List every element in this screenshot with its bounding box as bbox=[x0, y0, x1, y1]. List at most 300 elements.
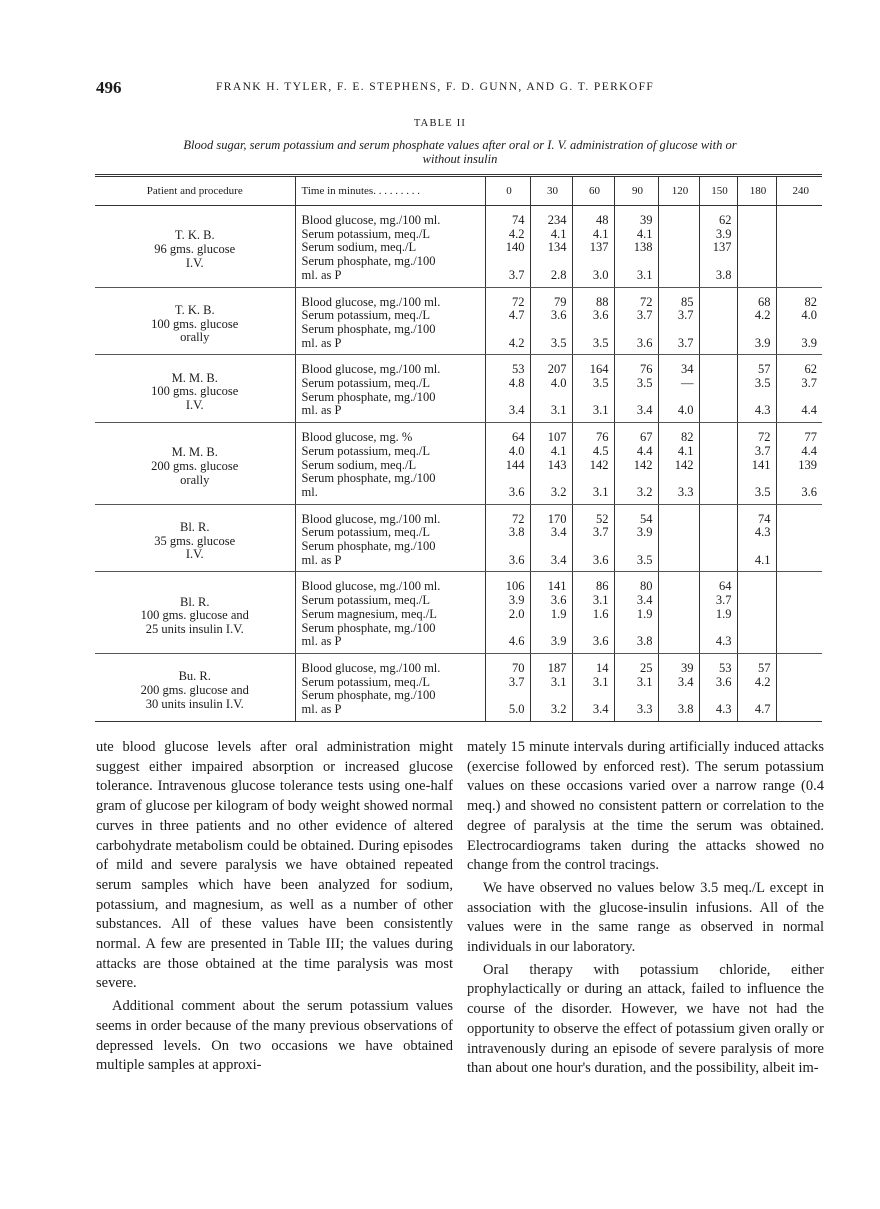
measure-label: Serum phosphate, mg./100 bbox=[301, 254, 436, 269]
value: 3.2 bbox=[550, 702, 567, 717]
value bbox=[777, 391, 818, 405]
value bbox=[777, 472, 818, 486]
value: 4.4 bbox=[801, 443, 817, 458]
value: 3.6 bbox=[592, 308, 609, 323]
value bbox=[486, 540, 525, 554]
value: 3.9 bbox=[508, 593, 525, 608]
value bbox=[531, 391, 567, 405]
value: 3.1 bbox=[592, 403, 609, 418]
patient-procedure-line: orally bbox=[180, 330, 210, 345]
value: 1.9 bbox=[550, 606, 567, 621]
value bbox=[573, 540, 609, 554]
value-cell bbox=[699, 287, 737, 355]
patient-procedure-cell bbox=[95, 572, 295, 654]
value bbox=[777, 676, 818, 690]
value: 3.6 bbox=[550, 593, 567, 608]
running-header bbox=[96, 78, 816, 100]
value-cell bbox=[737, 287, 776, 355]
patient-procedure-line: 30 units insulin I.V. bbox=[145, 696, 244, 711]
value: 3.3 bbox=[636, 702, 653, 717]
value bbox=[573, 391, 609, 405]
patient-procedure-line: orally bbox=[180, 472, 210, 487]
value-cell bbox=[699, 206, 737, 288]
table-row bbox=[95, 572, 822, 654]
value bbox=[700, 404, 732, 418]
header-patient: Patient and procedure bbox=[95, 176, 295, 206]
table-row bbox=[95, 206, 822, 288]
value bbox=[486, 323, 525, 337]
value-cell bbox=[485, 572, 530, 654]
value: 4.1 bbox=[592, 226, 609, 241]
value bbox=[531, 323, 567, 337]
measure-label: Serum phosphate, mg./100 bbox=[301, 471, 436, 486]
value-cell bbox=[776, 287, 822, 355]
value bbox=[700, 622, 732, 636]
header-minute: 90 bbox=[614, 176, 658, 206]
value: 39 bbox=[640, 213, 653, 227]
table-row bbox=[95, 423, 822, 505]
value bbox=[573, 255, 609, 269]
value: 5.0 bbox=[508, 702, 525, 717]
value-cell bbox=[737, 206, 776, 288]
measure-label: ml. as P bbox=[301, 335, 342, 350]
value: 52 bbox=[596, 511, 609, 526]
measure-label: Serum potassium, meq./L bbox=[301, 308, 430, 323]
measure-cell bbox=[295, 355, 485, 423]
value bbox=[531, 255, 567, 269]
value-cell bbox=[776, 504, 822, 572]
value bbox=[700, 540, 732, 554]
value bbox=[486, 689, 525, 703]
table-row bbox=[95, 504, 822, 572]
value: 3.7 bbox=[677, 335, 694, 350]
value: 3.8 bbox=[715, 267, 732, 282]
value bbox=[777, 214, 818, 228]
value-cell bbox=[530, 653, 572, 721]
header-minute: 180 bbox=[737, 176, 776, 206]
paragraph: We have observed no values below 3.5 meq./L except in association with the glucose-insulin infusions. All of the values were in the same range as observed in normal individuals in our laboratory. bbox=[467, 879, 824, 956]
value: 3.6 bbox=[592, 634, 609, 649]
value: 67 bbox=[640, 430, 653, 445]
value: 4.1 bbox=[677, 443, 694, 458]
value-cell bbox=[614, 572, 658, 654]
value-cell bbox=[658, 206, 699, 288]
value: 139 bbox=[798, 457, 817, 472]
value: 3.5 bbox=[592, 376, 609, 391]
patient-procedure-cell bbox=[95, 287, 295, 355]
patient-procedure-cell bbox=[95, 504, 295, 572]
value-cell bbox=[614, 206, 658, 288]
value bbox=[738, 228, 771, 242]
value: 4.6 bbox=[508, 634, 525, 649]
value bbox=[738, 391, 771, 405]
value-cell bbox=[530, 423, 572, 505]
patient-procedure-line: Bl. R. bbox=[179, 594, 210, 609]
value: 74 bbox=[758, 511, 771, 526]
value: 3.1 bbox=[550, 674, 567, 689]
measure-cell bbox=[295, 287, 485, 355]
value: 3.7 bbox=[508, 267, 525, 282]
value bbox=[615, 622, 653, 636]
value bbox=[615, 255, 653, 269]
value bbox=[486, 391, 525, 405]
value: 4.1 bbox=[754, 552, 771, 567]
value bbox=[777, 689, 818, 703]
value bbox=[659, 622, 694, 636]
value bbox=[700, 377, 732, 391]
patient-procedure-line: 200 gms. glucose and bbox=[140, 683, 249, 698]
value: 164 bbox=[589, 362, 609, 377]
value: 62 bbox=[719, 213, 732, 227]
value: 3.4 bbox=[636, 403, 653, 418]
value: 64 bbox=[719, 579, 732, 594]
measure-label: ml. as P bbox=[301, 267, 342, 282]
value: 3.6 bbox=[801, 484, 817, 499]
patient-procedure-line: T. K. B. bbox=[174, 228, 215, 243]
value bbox=[573, 323, 609, 337]
value: 137 bbox=[589, 240, 609, 255]
header-minute: 120 bbox=[658, 176, 699, 206]
value: 70 bbox=[512, 660, 525, 675]
value-cell bbox=[614, 653, 658, 721]
value: 3.5 bbox=[592, 335, 609, 350]
value: 3.4 bbox=[592, 702, 609, 717]
measure-label: ml. as P bbox=[301, 702, 342, 717]
value bbox=[738, 214, 771, 228]
measure-label: Serum phosphate, mg./100 bbox=[301, 539, 436, 554]
measure-cell bbox=[295, 572, 485, 654]
value-cell bbox=[614, 423, 658, 505]
value: 137 bbox=[712, 240, 732, 255]
value bbox=[738, 580, 771, 594]
value-cell bbox=[658, 572, 699, 654]
value: 86 bbox=[596, 579, 609, 594]
value: 48 bbox=[596, 213, 609, 227]
value: 234 bbox=[547, 213, 567, 227]
measure-label: Blood glucose, mg./100 ml. bbox=[301, 579, 441, 594]
running-head-authors: FRANK H. TYLER, F. E. STEPHENS, F. D. GUNN, AND G. T. PERKOFF bbox=[216, 81, 655, 93]
value bbox=[777, 608, 818, 622]
value: 53 bbox=[512, 362, 525, 377]
patient-procedure-line: 35 gms. glucose bbox=[154, 533, 236, 548]
patient-procedure-line: Bl. R. bbox=[179, 520, 210, 534]
measure-label: ml. bbox=[301, 484, 318, 499]
patient-procedure-line: 200 gms. glucose bbox=[151, 459, 239, 474]
value: 4.0 bbox=[508, 443, 525, 458]
value bbox=[700, 554, 732, 568]
value: 106 bbox=[505, 579, 525, 594]
table-row bbox=[95, 653, 822, 721]
measure-label: ml. as P bbox=[301, 552, 342, 567]
value: 4.2 bbox=[754, 308, 771, 323]
paragraph: Additional comment about the serum potassium values seems in order because of the many previous observations of depressed levels. On two occasions we have obtained multiple samples at approxi- bbox=[96, 998, 453, 1074]
value: 143 bbox=[547, 457, 567, 472]
value bbox=[777, 622, 818, 636]
value: 64 bbox=[512, 430, 525, 445]
value bbox=[659, 526, 694, 540]
value-cell bbox=[614, 504, 658, 572]
measure-label: Blood glucose, mg./100 ml. bbox=[301, 511, 441, 526]
value: 3.1 bbox=[592, 484, 609, 499]
value bbox=[659, 513, 694, 527]
value: 76 bbox=[596, 430, 609, 445]
measure-label: Serum phosphate, mg./100 bbox=[301, 620, 436, 635]
value: 88 bbox=[596, 294, 609, 309]
header-time: Time in minutes. . . . . . . . . bbox=[295, 176, 485, 206]
value: 3.6 bbox=[715, 674, 732, 689]
value bbox=[777, 580, 818, 594]
value-cell bbox=[614, 287, 658, 355]
value: 1.9 bbox=[715, 606, 732, 621]
value: 142 bbox=[633, 457, 653, 472]
header-minute: 30 bbox=[530, 176, 572, 206]
value-cell bbox=[658, 355, 699, 423]
value: 4.4 bbox=[636, 443, 653, 458]
value: 107 bbox=[547, 430, 567, 445]
value: 3.4 bbox=[550, 525, 567, 540]
value-cell bbox=[776, 423, 822, 505]
value: 3.8 bbox=[508, 525, 525, 540]
value: 76 bbox=[640, 362, 653, 377]
table-row bbox=[95, 355, 822, 423]
patient-procedure-cell bbox=[95, 423, 295, 505]
measure-label: ml. as P bbox=[301, 403, 342, 418]
measure-label: Serum phosphate, mg./100 bbox=[301, 688, 436, 703]
value: 3.8 bbox=[636, 634, 653, 649]
header-minute: 60 bbox=[572, 176, 614, 206]
value: 3.8 bbox=[677, 702, 694, 717]
value bbox=[700, 363, 732, 377]
value: 54 bbox=[640, 511, 653, 526]
value bbox=[777, 269, 818, 283]
patient-procedure-line: Bu. R. bbox=[178, 669, 211, 684]
value: 72 bbox=[512, 294, 525, 309]
value: 4.3 bbox=[754, 403, 771, 418]
table-caption: Blood sugar, serum potassium and serum phosphate values after oral or I. V. administration of glucose with or without insulin bbox=[183, 138, 737, 166]
value-cell bbox=[485, 287, 530, 355]
measure-label: ml. as P bbox=[301, 634, 342, 649]
value: — bbox=[681, 376, 694, 391]
value: 3.1 bbox=[550, 403, 567, 418]
measure-label: Serum phosphate, mg./100 bbox=[301, 321, 436, 336]
value-cell bbox=[530, 355, 572, 423]
value-cell bbox=[658, 287, 699, 355]
measure-label: Serum potassium, meq./L bbox=[301, 376, 430, 391]
value bbox=[531, 540, 567, 554]
value bbox=[777, 228, 818, 242]
value: 2.0 bbox=[508, 606, 525, 621]
value: 170 bbox=[547, 511, 567, 526]
value-cell bbox=[658, 653, 699, 721]
value bbox=[700, 323, 732, 337]
value: 3.5 bbox=[754, 376, 771, 391]
value: 3.9 bbox=[715, 226, 732, 241]
value: 3.5 bbox=[550, 335, 567, 350]
value bbox=[531, 689, 567, 703]
value: 74 bbox=[512, 213, 525, 227]
value bbox=[659, 554, 694, 568]
value: 62 bbox=[804, 362, 817, 377]
measure-label: Serum potassium, meq./L bbox=[301, 593, 430, 608]
value: 85 bbox=[681, 294, 694, 309]
value bbox=[738, 635, 771, 649]
value: 2.8 bbox=[550, 267, 567, 282]
value bbox=[486, 255, 525, 269]
value bbox=[659, 635, 694, 649]
patient-procedure-line: T. K. B. bbox=[174, 302, 215, 317]
value bbox=[777, 594, 818, 608]
measure-cell bbox=[295, 653, 485, 721]
value bbox=[659, 594, 694, 608]
value bbox=[700, 459, 732, 473]
value: 72 bbox=[512, 511, 525, 526]
value: 1.9 bbox=[636, 606, 653, 621]
header-minute: 150 bbox=[699, 176, 737, 206]
value: 4.3 bbox=[715, 634, 732, 649]
value: 140 bbox=[505, 240, 525, 255]
value: 3.9 bbox=[550, 634, 567, 649]
value: 57 bbox=[758, 660, 771, 675]
glucose-data-table bbox=[95, 174, 822, 722]
value-cell bbox=[658, 504, 699, 572]
value bbox=[531, 622, 567, 636]
patient-procedure-line: 96 gms. glucose bbox=[154, 241, 236, 256]
value: 4.2 bbox=[508, 226, 525, 241]
value: 34 bbox=[681, 362, 694, 377]
patient-procedure-cell bbox=[95, 653, 295, 721]
value bbox=[659, 214, 694, 228]
value: 3.6 bbox=[636, 335, 653, 350]
patient-procedure-cell bbox=[95, 206, 295, 288]
value: 142 bbox=[589, 457, 609, 472]
value: 3.2 bbox=[550, 484, 567, 499]
value: 3.1 bbox=[592, 593, 609, 608]
paragraph: Oral therapy with potassium chloride, either prophylactically or during an attack, failed to influence the course of the disorder. However, we have not had the opportunity to observe the effect of potassium given orally or intravenously during an episode of severe paralysis of more than about one hour's duration, and the possibility, albeit im- bbox=[467, 961, 824, 1077]
value-cell bbox=[737, 423, 776, 505]
paragraph: mately 15 minute intervals during artificially induced attacks (exercise followed by enforced rest). The serum potassium values on these occasions varied over a narrow range (0.4 meq.) and showed no consistent pattern or correlation to the degree of paralysis at the time the serum was obtained. Electrocardiograms taken during the attacks showed no change from the control tracings. bbox=[467, 739, 824, 874]
value: 68 bbox=[758, 294, 771, 309]
value bbox=[615, 391, 653, 405]
value bbox=[700, 513, 732, 527]
value bbox=[700, 445, 732, 459]
value bbox=[700, 526, 732, 540]
value-cell bbox=[776, 572, 822, 654]
measure-cell bbox=[295, 504, 485, 572]
value bbox=[738, 472, 771, 486]
value bbox=[573, 622, 609, 636]
patient-procedure-line: 100 gms. glucose bbox=[151, 384, 239, 399]
value-cell bbox=[485, 653, 530, 721]
value-cell bbox=[572, 653, 614, 721]
table-body bbox=[95, 206, 822, 722]
value: 3.7 bbox=[592, 525, 609, 540]
value-cell bbox=[572, 287, 614, 355]
value-cell bbox=[699, 572, 737, 654]
value: 4.0 bbox=[550, 376, 567, 391]
value: 80 bbox=[640, 579, 653, 594]
value: 3.5 bbox=[636, 552, 653, 567]
measure-label: Serum phosphate, mg./100 bbox=[301, 389, 436, 404]
measure-label: Blood glucose, mg./100 ml. bbox=[301, 213, 441, 227]
value: 25 bbox=[640, 660, 653, 675]
value bbox=[777, 635, 818, 649]
value: 3.3 bbox=[677, 484, 694, 499]
value: 3.6 bbox=[550, 308, 567, 323]
value-cell bbox=[530, 504, 572, 572]
value: 4.0 bbox=[801, 308, 817, 323]
value: 3.7 bbox=[715, 593, 732, 608]
measure-label: Blood glucose, mg./100 ml. bbox=[301, 660, 441, 675]
patient-procedure-line: I.V. bbox=[185, 398, 204, 413]
header-minute: 0 bbox=[485, 176, 530, 206]
value: 72 bbox=[640, 294, 653, 309]
value bbox=[738, 323, 771, 337]
value: 3.6 bbox=[508, 484, 525, 499]
value bbox=[738, 241, 771, 255]
value bbox=[659, 241, 694, 255]
value bbox=[777, 241, 818, 255]
value: 144 bbox=[505, 457, 525, 472]
value-cell bbox=[699, 504, 737, 572]
value: 4.3 bbox=[715, 702, 732, 717]
measure-label: Serum magnesium, meq./L bbox=[301, 606, 437, 621]
value bbox=[777, 323, 818, 337]
value: 3.5 bbox=[754, 484, 771, 499]
table-label: TABLE II bbox=[413, 118, 467, 129]
value: 141 bbox=[751, 457, 771, 472]
measure-label: Blood glucose, mg./100 ml. bbox=[301, 294, 441, 309]
value bbox=[777, 554, 818, 568]
value: 4.4 bbox=[801, 403, 817, 418]
value bbox=[615, 323, 653, 337]
measure-label: Serum potassium, meq./L bbox=[301, 443, 430, 458]
value: 57 bbox=[758, 362, 771, 377]
value: 3.4 bbox=[677, 674, 694, 689]
table-header-row bbox=[95, 176, 822, 206]
patient-procedure-line: M. M. B. bbox=[171, 445, 218, 460]
value-cell bbox=[699, 355, 737, 423]
value: 72 bbox=[758, 430, 771, 445]
value: 3.7 bbox=[508, 674, 525, 689]
left-text-column bbox=[96, 738, 453, 1076]
value-cell bbox=[572, 504, 614, 572]
value: 3.5 bbox=[636, 376, 653, 391]
value bbox=[777, 703, 818, 717]
value-cell bbox=[485, 504, 530, 572]
value-cell bbox=[572, 423, 614, 505]
value bbox=[486, 622, 525, 636]
value bbox=[615, 472, 653, 486]
value bbox=[700, 255, 732, 269]
value-cell bbox=[530, 572, 572, 654]
value: 3.4 bbox=[508, 403, 525, 418]
value: 3.7 bbox=[801, 376, 817, 391]
measure-label: Serum potassium, meq./L bbox=[301, 525, 430, 540]
value: 134 bbox=[547, 240, 567, 255]
value: 207 bbox=[547, 362, 567, 377]
value: 4.1 bbox=[636, 226, 653, 241]
value bbox=[738, 255, 771, 269]
measure-label: Serum sodium, meq./L bbox=[301, 457, 417, 472]
measure-label: Serum potassium, meq./L bbox=[301, 226, 430, 241]
patient-procedure-line: M. M. B. bbox=[171, 370, 218, 385]
value bbox=[700, 486, 732, 500]
value bbox=[615, 689, 653, 703]
value bbox=[777, 540, 818, 554]
value bbox=[777, 662, 818, 676]
value bbox=[738, 269, 771, 283]
page-number: 496 bbox=[96, 78, 122, 97]
